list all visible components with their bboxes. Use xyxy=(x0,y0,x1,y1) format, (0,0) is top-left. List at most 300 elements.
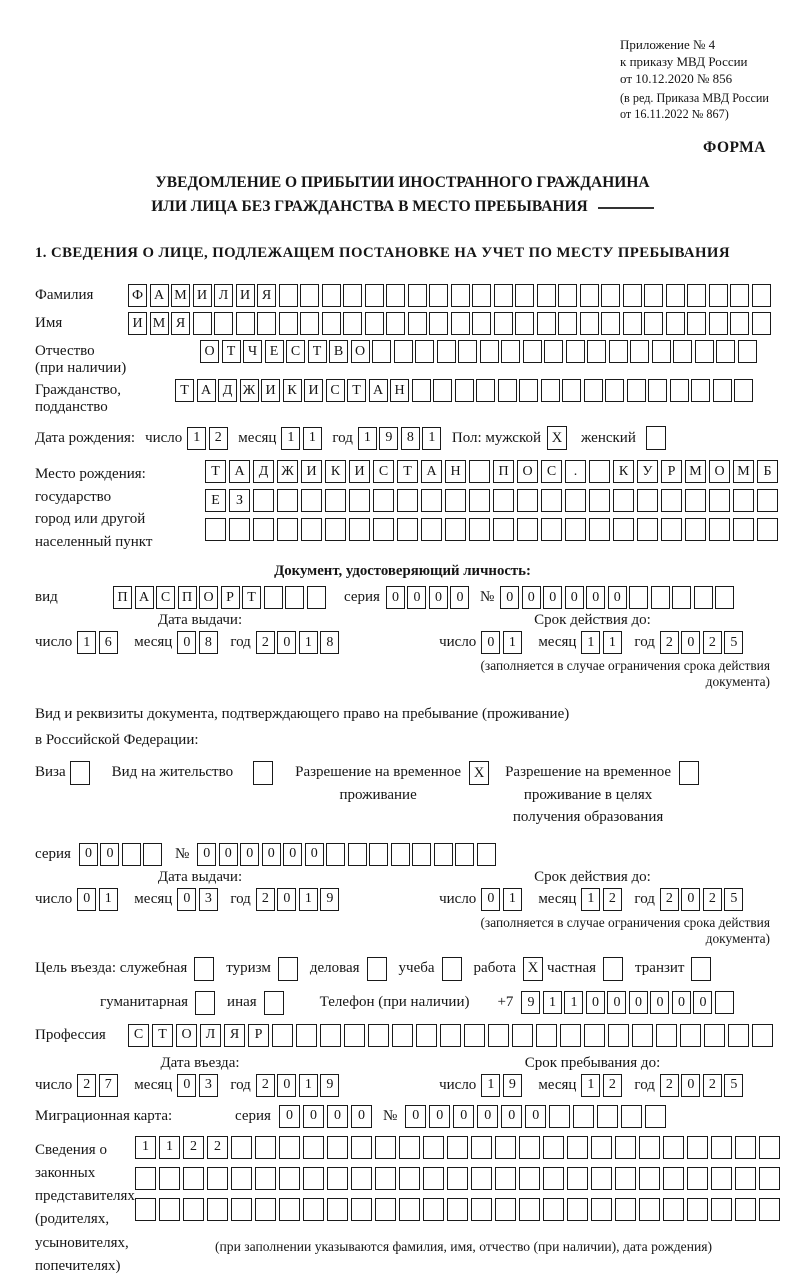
char-box[interactable]: А xyxy=(135,586,154,609)
char-box[interactable] xyxy=(303,1167,324,1190)
char-box[interactable] xyxy=(651,586,670,609)
char-box[interactable] xyxy=(759,1167,780,1190)
char-box[interactable] xyxy=(325,489,346,512)
char-box[interactable] xyxy=(629,586,648,609)
char-box[interactable] xyxy=(391,843,410,866)
char-box[interactable]: 8 xyxy=(320,631,339,654)
char-box[interactable]: И xyxy=(301,460,322,483)
purpose-study-checkbox[interactable] xyxy=(442,957,462,981)
char-box[interactable] xyxy=(735,1167,756,1190)
char-box[interactable] xyxy=(567,1198,588,1221)
char-box[interactable] xyxy=(264,586,283,609)
char-box[interactable]: 0 xyxy=(453,1105,474,1128)
char-box[interactable]: 1 xyxy=(99,888,118,911)
char-box[interactable] xyxy=(591,1167,612,1190)
char-box[interactable] xyxy=(494,312,513,335)
char-box[interactable]: Д xyxy=(218,379,237,402)
char-box[interactable] xyxy=(135,1167,156,1190)
char-box[interactable]: Я xyxy=(171,312,190,335)
char-box[interactable]: 0 xyxy=(629,991,648,1014)
char-box[interactable] xyxy=(517,518,538,541)
char-box[interactable]: 1 xyxy=(303,427,322,450)
char-box[interactable] xyxy=(279,1198,300,1221)
char-box[interactable] xyxy=(544,340,563,363)
char-box[interactable]: 1 xyxy=(581,631,600,654)
char-box[interactable]: Р xyxy=(661,460,682,483)
char-box[interactable]: 0 xyxy=(283,843,302,866)
char-box[interactable] xyxy=(560,1024,581,1047)
char-box[interactable]: М xyxy=(150,312,169,335)
char-box[interactable] xyxy=(325,518,346,541)
char-box[interactable] xyxy=(541,518,562,541)
char-box[interactable] xyxy=(349,489,370,512)
char-box[interactable]: 1 xyxy=(422,427,441,450)
char-box[interactable] xyxy=(279,1167,300,1190)
char-box[interactable] xyxy=(327,1136,348,1159)
char-box[interactable]: Ф xyxy=(128,284,147,307)
char-box[interactable] xyxy=(440,1024,461,1047)
char-box[interactable] xyxy=(348,843,367,866)
char-box[interactable]: 1 xyxy=(581,1074,600,1097)
char-box[interactable] xyxy=(584,379,603,402)
char-box[interactable] xyxy=(300,284,319,307)
char-box[interactable] xyxy=(672,586,691,609)
char-box[interactable]: 0 xyxy=(277,631,296,654)
char-box[interactable]: О xyxy=(517,460,538,483)
char-box[interactable] xyxy=(183,1167,204,1190)
char-box[interactable]: Ч xyxy=(243,340,262,363)
char-box[interactable] xyxy=(687,1136,708,1159)
char-box[interactable] xyxy=(207,1167,228,1190)
char-box[interactable] xyxy=(343,312,362,335)
char-box[interactable] xyxy=(661,518,682,541)
char-box[interactable] xyxy=(687,312,706,335)
char-box[interactable]: О xyxy=(199,586,218,609)
char-box[interactable]: 0 xyxy=(197,843,216,866)
char-box[interactable] xyxy=(351,1136,372,1159)
char-box[interactable]: Е xyxy=(205,489,226,512)
char-box[interactable] xyxy=(709,518,730,541)
char-box[interactable] xyxy=(663,1136,684,1159)
char-box[interactable] xyxy=(591,1136,612,1159)
char-box[interactable]: 1 xyxy=(135,1136,156,1159)
char-box[interactable] xyxy=(408,284,427,307)
char-box[interactable]: И xyxy=(304,379,323,402)
char-box[interactable] xyxy=(392,1024,413,1047)
char-box[interactable] xyxy=(327,1167,348,1190)
char-box[interactable]: 0 xyxy=(177,1074,196,1097)
char-box[interactable]: 3 xyxy=(199,888,218,911)
char-box[interactable] xyxy=(759,1136,780,1159)
char-box[interactable] xyxy=(609,340,628,363)
char-box[interactable]: С xyxy=(541,460,562,483)
char-box[interactable]: 2 xyxy=(703,1074,722,1097)
char-box[interactable]: 0 xyxy=(681,631,700,654)
char-box[interactable]: 0 xyxy=(327,1105,348,1128)
char-box[interactable] xyxy=(715,586,734,609)
char-box[interactable] xyxy=(639,1198,660,1221)
char-box[interactable]: О xyxy=(709,460,730,483)
char-box[interactable] xyxy=(494,284,513,307)
purpose-tourism-checkbox[interactable] xyxy=(278,957,298,981)
char-box[interactable]: 1 xyxy=(503,631,522,654)
char-box[interactable] xyxy=(472,312,491,335)
char-box[interactable] xyxy=(711,1198,732,1221)
char-box[interactable]: 2 xyxy=(660,631,679,654)
char-box[interactable]: 0 xyxy=(277,888,296,911)
char-box[interactable] xyxy=(469,460,490,483)
char-box[interactable]: 2 xyxy=(603,1074,622,1097)
char-box[interactable]: О xyxy=(200,340,219,363)
char-box[interactable] xyxy=(543,1167,564,1190)
char-box[interactable]: 0 xyxy=(177,631,196,654)
char-box[interactable]: Д xyxy=(253,460,274,483)
char-box[interactable]: 0 xyxy=(100,843,119,866)
char-box[interactable] xyxy=(122,843,141,866)
char-box[interactable] xyxy=(159,1198,180,1221)
char-box[interactable]: 2 xyxy=(256,631,275,654)
char-box[interactable] xyxy=(512,1024,533,1047)
char-box[interactable]: Л xyxy=(200,1024,221,1047)
char-box[interactable] xyxy=(523,340,542,363)
char-box[interactable] xyxy=(368,1024,389,1047)
char-box[interactable] xyxy=(495,1198,516,1221)
char-box[interactable] xyxy=(231,1167,252,1190)
char-box[interactable] xyxy=(567,1136,588,1159)
char-box[interactable]: 0 xyxy=(522,586,541,609)
char-box[interactable]: 0 xyxy=(607,991,626,1014)
char-box[interactable] xyxy=(652,340,671,363)
char-box[interactable] xyxy=(565,518,586,541)
char-box[interactable]: 0 xyxy=(277,1074,296,1097)
char-box[interactable] xyxy=(477,843,496,866)
char-box[interactable] xyxy=(255,1167,276,1190)
char-box[interactable]: 1 xyxy=(187,427,206,450)
char-box[interactable]: 0 xyxy=(565,586,584,609)
char-box[interactable]: 0 xyxy=(429,586,448,609)
char-box[interactable]: 5 xyxy=(724,1074,743,1097)
char-box[interactable]: 1 xyxy=(603,631,622,654)
char-box[interactable] xyxy=(365,284,384,307)
char-box[interactable] xyxy=(303,1136,324,1159)
char-box[interactable]: 0 xyxy=(219,843,238,866)
char-box[interactable] xyxy=(680,1024,701,1047)
char-box[interactable] xyxy=(541,489,562,512)
char-box[interactable]: Я xyxy=(224,1024,245,1047)
char-box[interactable] xyxy=(375,1167,396,1190)
char-box[interactable] xyxy=(205,518,226,541)
char-box[interactable] xyxy=(735,1136,756,1159)
char-box[interactable] xyxy=(488,1024,509,1047)
char-box[interactable] xyxy=(673,340,692,363)
residence-permit-checkbox[interactable] xyxy=(253,761,273,785)
char-box[interactable] xyxy=(601,312,620,335)
char-box[interactable] xyxy=(687,1198,708,1221)
char-box[interactable] xyxy=(694,586,713,609)
char-box[interactable] xyxy=(630,340,649,363)
char-box[interactable]: 1 xyxy=(358,427,377,450)
char-box[interactable]: 0 xyxy=(586,991,605,1014)
char-box[interactable] xyxy=(639,1167,660,1190)
char-box[interactable] xyxy=(709,284,728,307)
char-box[interactable]: К xyxy=(325,460,346,483)
char-box[interactable] xyxy=(437,340,456,363)
char-box[interactable] xyxy=(229,518,250,541)
char-box[interactable] xyxy=(416,1024,437,1047)
char-box[interactable] xyxy=(471,1198,492,1221)
char-box[interactable]: М xyxy=(171,284,190,307)
char-box[interactable]: 0 xyxy=(586,586,605,609)
char-box[interactable]: 2 xyxy=(209,427,228,450)
char-box[interactable]: Н xyxy=(445,460,466,483)
char-box[interactable] xyxy=(472,284,491,307)
char-box[interactable] xyxy=(615,1198,636,1221)
char-box[interactable] xyxy=(476,379,495,402)
char-box[interactable]: В xyxy=(329,340,348,363)
char-box[interactable] xyxy=(734,379,753,402)
char-box[interactable]: 0 xyxy=(262,843,281,866)
char-box[interactable] xyxy=(455,843,474,866)
char-box[interactable] xyxy=(320,1024,341,1047)
char-box[interactable] xyxy=(597,1105,618,1128)
char-box[interactable] xyxy=(637,489,658,512)
char-box[interactable] xyxy=(236,312,255,335)
char-box[interactable] xyxy=(214,312,233,335)
char-box[interactable]: 6 xyxy=(99,631,118,654)
char-box[interactable] xyxy=(621,1105,642,1128)
char-box[interactable] xyxy=(715,991,734,1014)
char-box[interactable]: Ж xyxy=(240,379,259,402)
char-box[interactable]: 1 xyxy=(543,991,562,1014)
char-box[interactable]: Т xyxy=(397,460,418,483)
char-box[interactable] xyxy=(687,284,706,307)
char-box[interactable] xyxy=(386,312,405,335)
char-box[interactable] xyxy=(639,1136,660,1159)
purpose-commercial-checkbox[interactable] xyxy=(367,957,387,981)
char-box[interactable]: С xyxy=(156,586,175,609)
char-box[interactable]: Р xyxy=(248,1024,269,1047)
char-box[interactable]: 1 xyxy=(503,888,522,911)
char-box[interactable] xyxy=(589,518,610,541)
char-box[interactable] xyxy=(623,284,642,307)
char-box[interactable]: 7 xyxy=(99,1074,118,1097)
char-box[interactable]: 1 xyxy=(299,888,318,911)
char-box[interactable] xyxy=(423,1198,444,1221)
char-box[interactable] xyxy=(704,1024,725,1047)
char-box[interactable] xyxy=(301,518,322,541)
char-box[interactable] xyxy=(372,340,391,363)
char-box[interactable]: 0 xyxy=(608,586,627,609)
char-box[interactable] xyxy=(501,340,520,363)
char-box[interactable] xyxy=(601,284,620,307)
char-box[interactable]: И xyxy=(349,460,370,483)
char-box[interactable]: 1 xyxy=(564,991,583,1014)
char-box[interactable]: 9 xyxy=(379,427,398,450)
char-box[interactable]: Я xyxy=(257,284,276,307)
char-box[interactable]: 9 xyxy=(503,1074,522,1097)
char-box[interactable]: 9 xyxy=(320,1074,339,1097)
char-box[interactable] xyxy=(709,489,730,512)
char-box[interactable] xyxy=(464,1024,485,1047)
char-box[interactable]: 0 xyxy=(525,1105,546,1128)
char-box[interactable]: Т xyxy=(347,379,366,402)
char-box[interactable] xyxy=(543,1198,564,1221)
char-box[interactable] xyxy=(541,379,560,402)
char-box[interactable] xyxy=(757,489,778,512)
char-box[interactable] xyxy=(608,1024,629,1047)
char-box[interactable] xyxy=(605,379,624,402)
char-box[interactable] xyxy=(615,1136,636,1159)
char-box[interactable] xyxy=(663,1167,684,1190)
char-box[interactable] xyxy=(412,843,431,866)
char-box[interactable]: И xyxy=(261,379,280,402)
char-box[interactable]: 0 xyxy=(481,888,500,911)
sex-female-checkbox[interactable] xyxy=(646,426,666,450)
char-box[interactable] xyxy=(429,284,448,307)
purpose-business-checkbox[interactable] xyxy=(194,957,214,981)
char-box[interactable] xyxy=(253,489,274,512)
char-box[interactable] xyxy=(469,489,490,512)
char-box[interactable] xyxy=(711,1136,732,1159)
char-box[interactable] xyxy=(231,1136,252,1159)
char-box[interactable]: Т xyxy=(152,1024,173,1047)
char-box[interactable] xyxy=(279,1136,300,1159)
char-box[interactable]: 9 xyxy=(521,991,540,1014)
char-box[interactable] xyxy=(757,518,778,541)
char-box[interactable] xyxy=(279,284,298,307)
char-box[interactable] xyxy=(587,340,606,363)
char-box[interactable]: 1 xyxy=(281,427,300,450)
char-box[interactable]: 0 xyxy=(481,631,500,654)
char-box[interactable] xyxy=(615,1167,636,1190)
char-box[interactable] xyxy=(645,1105,666,1128)
char-box[interactable] xyxy=(537,312,556,335)
char-box[interactable] xyxy=(752,312,771,335)
char-box[interactable] xyxy=(421,489,442,512)
char-box[interactable] xyxy=(627,379,646,402)
char-box[interactable] xyxy=(373,518,394,541)
char-box[interactable] xyxy=(303,1198,324,1221)
char-box[interactable] xyxy=(296,1024,317,1047)
char-box[interactable] xyxy=(589,489,610,512)
char-box[interactable] xyxy=(648,379,667,402)
purpose-private-checkbox[interactable] xyxy=(603,957,623,981)
char-box[interactable] xyxy=(589,460,610,483)
char-box[interactable] xyxy=(458,340,477,363)
char-box[interactable] xyxy=(536,1024,557,1047)
char-box[interactable]: 2 xyxy=(207,1136,228,1159)
char-box[interactable]: О xyxy=(176,1024,197,1047)
char-box[interactable]: 0 xyxy=(672,991,691,1014)
char-box[interactable] xyxy=(429,312,448,335)
char-box[interactable] xyxy=(644,312,663,335)
char-box[interactable] xyxy=(415,340,434,363)
char-box[interactable]: 0 xyxy=(650,991,669,1014)
char-box[interactable] xyxy=(515,312,534,335)
char-box[interactable] xyxy=(580,312,599,335)
char-box[interactable] xyxy=(695,340,714,363)
char-box[interactable] xyxy=(558,284,577,307)
char-box[interactable]: П xyxy=(493,460,514,483)
char-box[interactable]: 2 xyxy=(256,888,275,911)
char-box[interactable]: З xyxy=(229,489,250,512)
char-box[interactable] xyxy=(495,1167,516,1190)
char-box[interactable]: К xyxy=(283,379,302,402)
char-box[interactable] xyxy=(193,312,212,335)
char-box[interactable]: 2 xyxy=(183,1136,204,1159)
char-box[interactable] xyxy=(493,489,514,512)
char-box[interactable]: 2 xyxy=(77,1074,96,1097)
char-box[interactable] xyxy=(447,1198,468,1221)
char-box[interactable]: М xyxy=(685,460,706,483)
char-box[interactable] xyxy=(735,1198,756,1221)
char-box[interactable] xyxy=(713,379,732,402)
char-box[interactable] xyxy=(301,489,322,512)
char-box[interactable] xyxy=(285,586,304,609)
char-box[interactable]: И xyxy=(128,312,147,335)
char-box[interactable]: С xyxy=(326,379,345,402)
purpose-other-checkbox[interactable] xyxy=(264,991,284,1015)
char-box[interactable] xyxy=(159,1167,180,1190)
char-box[interactable]: Л xyxy=(214,284,233,307)
char-box[interactable]: 0 xyxy=(429,1105,450,1128)
char-box[interactable] xyxy=(397,489,418,512)
sex-male-checkbox[interactable]: X xyxy=(547,426,567,450)
char-box[interactable] xyxy=(326,843,345,866)
char-box[interactable] xyxy=(373,489,394,512)
char-box[interactable] xyxy=(365,312,384,335)
char-box[interactable] xyxy=(255,1136,276,1159)
char-box[interactable] xyxy=(394,340,413,363)
char-box[interactable] xyxy=(543,1136,564,1159)
char-box[interactable]: 0 xyxy=(405,1105,426,1128)
char-box[interactable]: 1 xyxy=(159,1136,180,1159)
char-box[interactable] xyxy=(752,284,771,307)
temp-permit-checkbox[interactable]: X xyxy=(469,761,489,785)
char-box[interactable]: 0 xyxy=(79,843,98,866)
purpose-work-checkbox[interactable]: X xyxy=(523,957,543,981)
char-box[interactable] xyxy=(613,518,634,541)
char-box[interactable]: Т xyxy=(175,379,194,402)
char-box[interactable]: 0 xyxy=(305,843,324,866)
char-box[interactable] xyxy=(663,1198,684,1221)
char-box[interactable] xyxy=(666,312,685,335)
char-box[interactable]: 0 xyxy=(386,586,405,609)
char-box[interactable]: А xyxy=(150,284,169,307)
char-box[interactable]: 0 xyxy=(303,1105,324,1128)
char-box[interactable] xyxy=(495,1136,516,1159)
char-box[interactable]: Т xyxy=(242,586,261,609)
char-box[interactable] xyxy=(207,1198,228,1221)
char-box[interactable]: 0 xyxy=(681,1074,700,1097)
char-box[interactable] xyxy=(716,340,735,363)
char-box[interactable]: 1 xyxy=(299,1074,318,1097)
char-box[interactable] xyxy=(277,489,298,512)
char-box[interactable] xyxy=(434,843,453,866)
char-box[interactable] xyxy=(661,489,682,512)
char-box[interactable] xyxy=(183,1198,204,1221)
char-box[interactable]: 2 xyxy=(660,1074,679,1097)
char-box[interactable] xyxy=(730,284,749,307)
char-box[interactable] xyxy=(397,518,418,541)
char-box[interactable] xyxy=(519,1167,540,1190)
char-box[interactable]: 1 xyxy=(481,1074,500,1097)
char-box[interactable]: 0 xyxy=(543,586,562,609)
char-box[interactable]: 0 xyxy=(450,586,469,609)
char-box[interactable]: Р xyxy=(221,586,240,609)
char-box[interactable]: 0 xyxy=(681,888,700,911)
char-box[interactable]: . xyxy=(565,460,586,483)
